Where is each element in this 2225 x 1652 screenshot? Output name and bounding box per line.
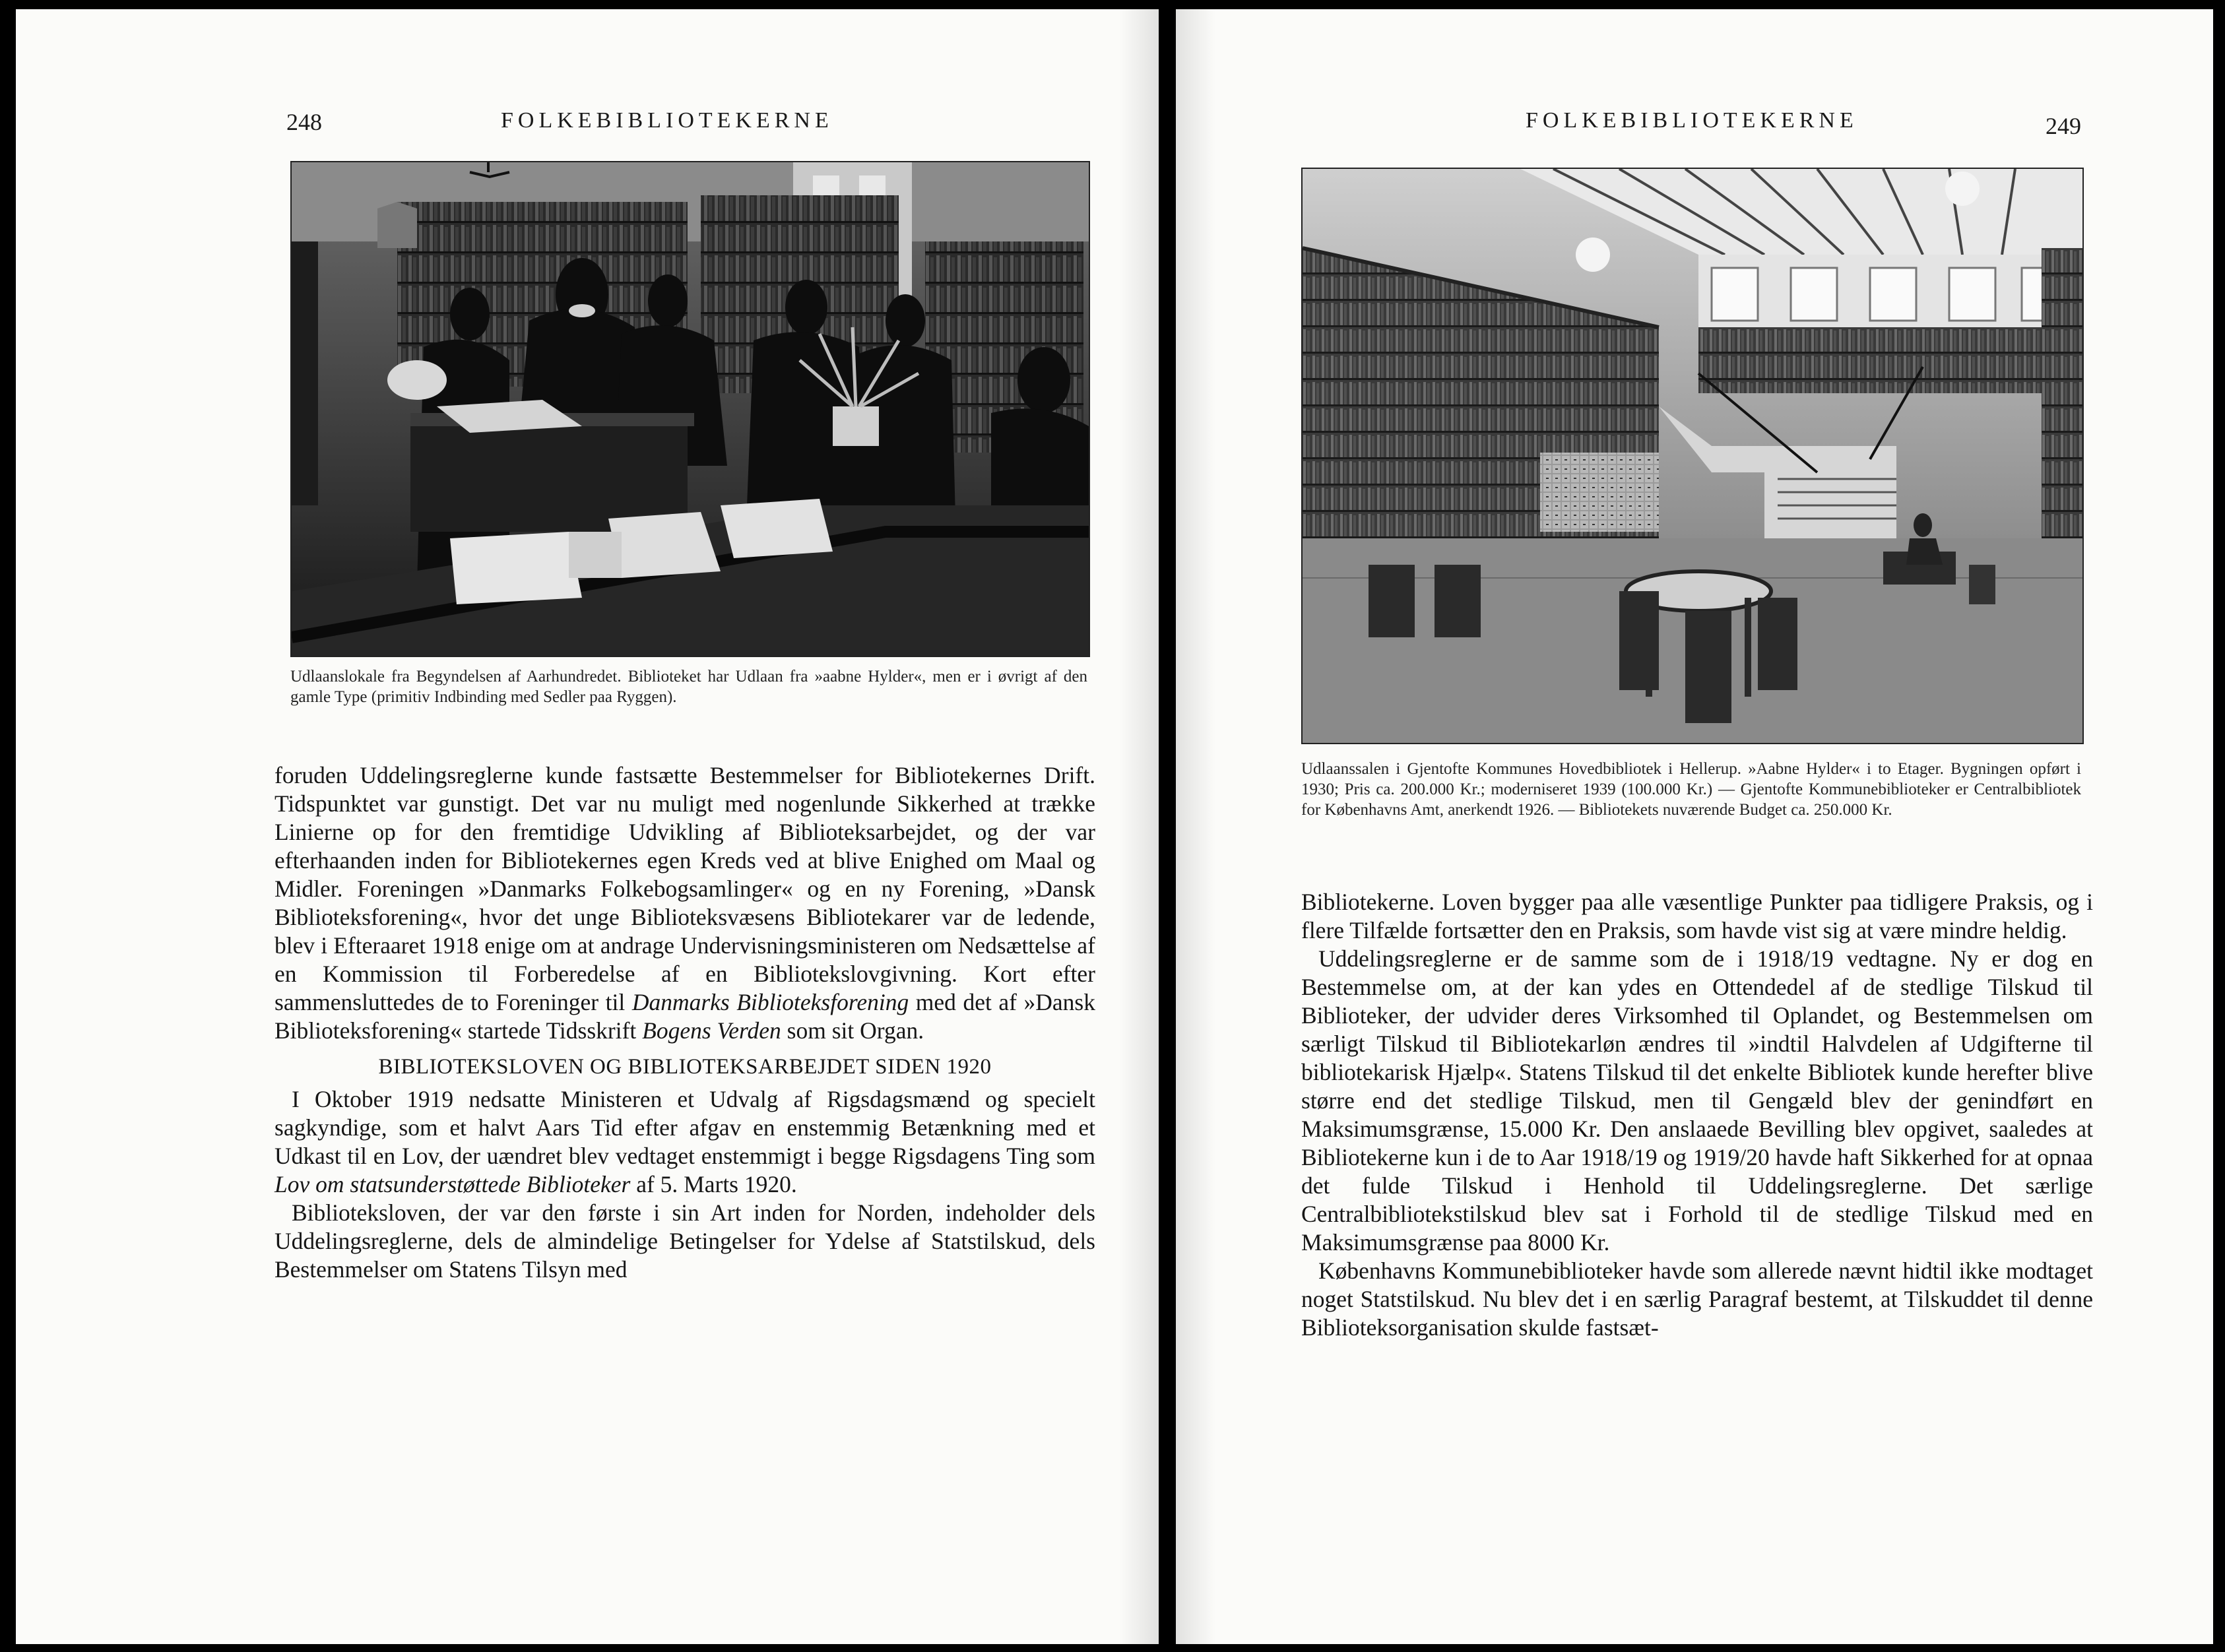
running-head: FOLKEBIBLIOTEKERNE	[1526, 108, 1858, 133]
page-number: 249	[2046, 113, 2081, 139]
journal-title: Bogens Verden	[642, 1017, 781, 1044]
old-library-photo	[292, 162, 1089, 656]
modern-library-photo	[1303, 169, 2082, 743]
figure-caption: Udlaanssalen i Gjentofte Kommunes Hovedbibliotek i Hellerup. »Aabne Hylder« i to Etager. Bygningen opført i 1930; Pris ca. 200.000 Kr.; moderniseret 1939 (100.000 Kr.) — Gjentofte Kommunebiblioteker er Centralbibliotek for Københavns Amt, anerkendt 1926. — Bibliotekets nuværende Budget ca. 250.000 Kr.	[1301, 760, 2081, 819]
journal-name: Danmarks Biblioteksforening	[631, 989, 909, 1015]
figure-photo-modern-library	[1301, 168, 2084, 744]
paragraph: foruden Uddelingsreglerne kunde fastsætte Bestemmelser for Bibliotekernes Drift. Tidspunktet var gunstigt. Det var nu muligt med nogenlunde Sikkerhed at trække Linierne op for den fremtidige Udvikling af Biblioteksarbejdet, og der var efterhaanden inden for Bibliotekernes egen Kreds ved at blive Enighed om Maal og Midler. Foreningen »Danmarks Folkebogsamlinger« og en ny Forening, »Dansk Biblioteksforening«, hvor det unge Biblioteksvæsens Bibliotekarer var de ledende, blev i Efteraaret 1918 enige om at andrage Undervisningsministeren om Nedsættelse af en Kommission til Forberedelse af en Bibliotekslovgivning. Kort efter sammensluttedes de to Foreninger til Danmarks Biblioteksforening med det af »Dansk Biblioteksforening« startede Tidsskrift Bogens Verden som sit Organ.	[274, 762, 1096, 1044]
paragraph: I Oktober 1919 nedsatte Ministeren et Udvalg af Rigsdagsmænd og specielt sagkyndige, som et halvt Aars Tid efter afgav en enstemmig Betænkning med et Udkast til en Lov, der uændret blev vedtaget enstemmigt i begge Rigsdagens Ting som Lov om statsunderstøttede Biblioteker af 5. Marts 1920.	[274, 1086, 1095, 1197]
main-text	[1301, 888, 2093, 1342]
paragraph: Københavns Kommunebiblioteker havde som allerede nævnt hidtil ikke modtaget noget Statstilskud. Nu blev det i en særlig Paragraf bestemt, at Tilskuddet til denne Biblioteksorganisation skulde fastsæt-	[1301, 1257, 2093, 1341]
paragraph: Bibliotekerne. Loven bygger paa alle væsentlige Punkter paa tidligere Praksis, og i flere Tilfælde fortsætter den en Praksis, som havde vist sig at være mindre heldig.	[1301, 889, 2093, 943]
figure-photo-old-library	[290, 161, 1090, 657]
main-text	[274, 761, 1095, 1284]
paragraph: Uddelingsreglerne er de samme som de i 1918/19 vedtagne. Ny er dog en Bestemmelse om, at der kan ydes en Ottendedel af de stedlige Tilskud til Biblioteker, der udvider deres Virksomhed til Oplandet, og Bestemmelsen om særligt Tilskud til Bibliotekarløn ændres til »indtil Halvdelen af Udgifterne til bibliotekarisk Hjælp«. Statens Tilskud til det enkelte Bibliotek kunde herefter blive større end det stedlige Tilskud, men til Gengæld blev der genindført en Maksimumsgrænse, 15.000 Kr. Den anslaaede Bevilling blev opgivet, saaledes at Bibliotekerne kun i de to Aar 1918/19 og 1919/20 havde haft Sikkerhed for at opnaa det fulde Tilskud i Henhold til Uddelingsreglerne. Det særlige Centralbibliotekstilskud blev sat i Forhold til de stedlige Tilskud med en Maksimumsgrænse paa 8000 Kr.	[1301, 945, 2093, 1255]
gutter-shadow	[1176, 9, 1215, 1644]
page-number: 248	[286, 109, 322, 135]
running-head: FOLKEBIBLIOTEKERNE	[501, 108, 833, 133]
gutter-shadow	[1119, 9, 1159, 1644]
law-title: Lov om statsunderstøttede Biblioteker	[274, 1171, 631, 1197]
paragraph: Biblioteksloven, der var den første i sin Art inden for Norden, indeholder dels Uddelingsreglerne, dels de almindelige Betingelser for Ydelse af Statstilskud, dels Bestemmelser om Statens Tilsyn med	[274, 1199, 1095, 1283]
right-page	[1176, 9, 2213, 1644]
figure-caption: Udlaanslokale fra Begyndelsen af Aarhundredet. Biblioteket har Udlaan fra »aabne Hylder«, men er i øvrigt af den gamle Type (primitiv Indbinding med Sedler paa Ryggen).	[290, 668, 1087, 706]
left-page	[16, 9, 1159, 1644]
section-heading: BIBLIOTEKSLOVEN OG BIBLIOTEKSARBEJDET SIDEN 1920	[378, 1055, 992, 1079]
